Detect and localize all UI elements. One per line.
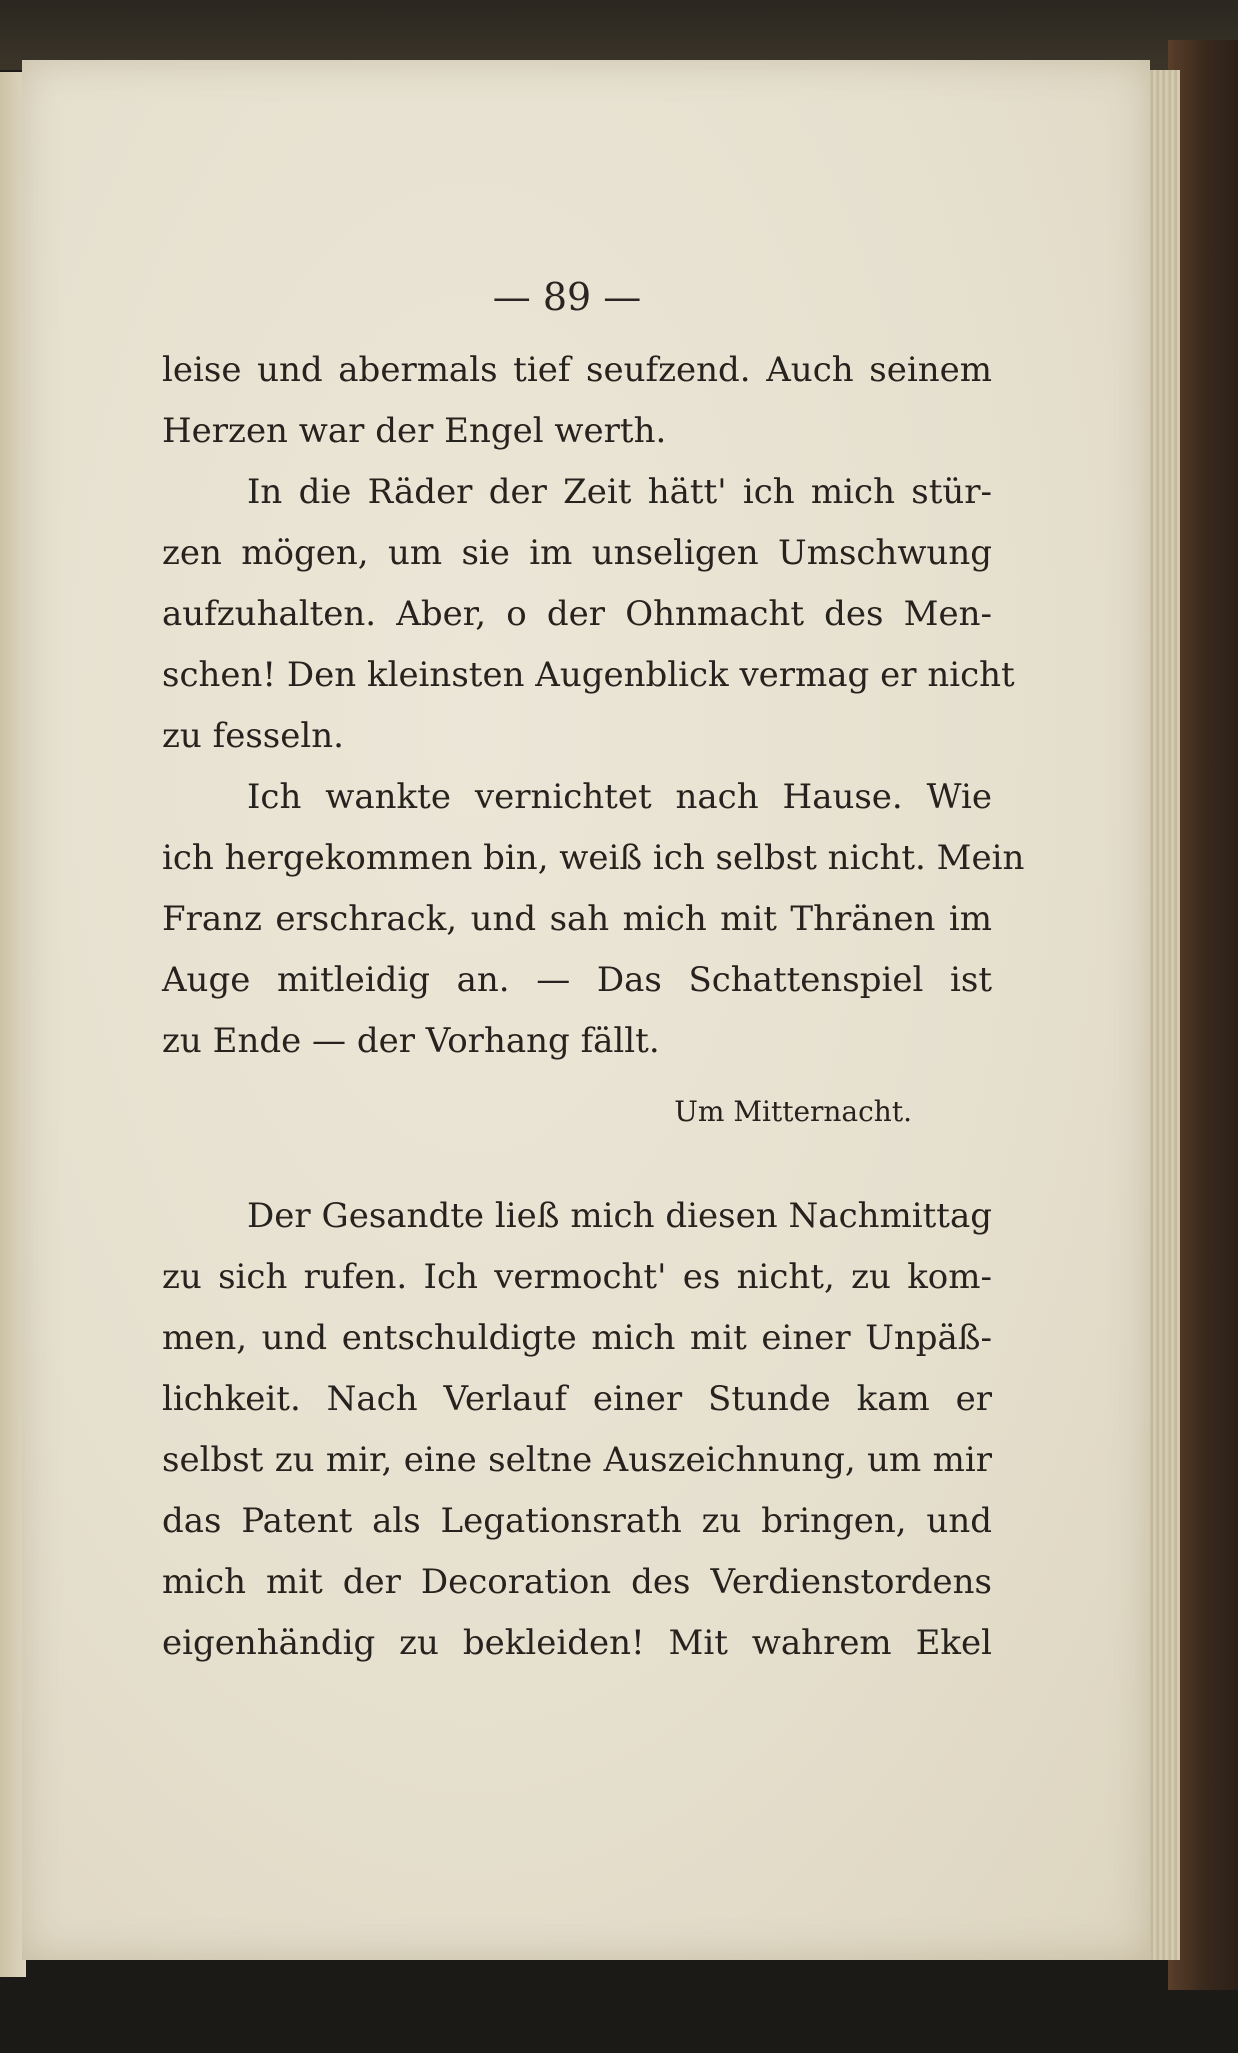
- text-line: eigenhändig zu bekleiden! Mit wahrem Ekel: [162, 1623, 992, 1663]
- text-line: aufzuhalten. Aber, o der Ohnmacht des Men-: [162, 594, 992, 634]
- page-header: — 89 —: [492, 275, 642, 319]
- text-line: leise und abermals tief seufzend. Auch seinem: [162, 350, 992, 390]
- text-line: lichkeit. Nach Verlauf einer Stunde kam er: [162, 1379, 992, 1419]
- text-line: schen! Den kleinsten Augenblick vermag er nicht: [162, 655, 1015, 695]
- text-line: Herzen war der Engel werth.: [162, 411, 667, 451]
- text-line: selbst zu mir, eine seltne Auszeichnung, um mir: [162, 1440, 992, 1480]
- text-line: Ich wankte vernichtet nach Hause. Wie: [247, 777, 992, 817]
- text-line: mich mit der Decoration des Verdienstordens: [162, 1562, 992, 1602]
- section-gap: [162, 1152, 992, 1186]
- text-line: In die Räder der Zeit hätt' ich mich stür-: [247, 472, 992, 512]
- text-line: zu fesseln.: [162, 716, 344, 756]
- text-line: Auge mitleidig an. — Das Schattenspiel ist: [162, 960, 992, 1000]
- text-line: men, und entschuldigte mich mit einer Unpäß-: [162, 1318, 992, 1358]
- book-page: [22, 60, 1150, 1960]
- text-line: zu sich rufen. Ich vermocht' es nicht, zu kom-: [162, 1257, 992, 1297]
- text-line: zen mögen, um sie im unseligen Umschwung: [162, 533, 992, 573]
- text-line: das Patent als Legationsrath zu bringen, und: [162, 1501, 992, 1541]
- dateline: Um Mitternacht.: [674, 1095, 912, 1128]
- text-line: zu Ende — der Vorhang fällt.: [162, 1021, 660, 1061]
- text-line: Franz erschrack, und sah mich mit Thränen im: [162, 899, 992, 939]
- text-line: ich hergekommen bin, weiß ich selbst nicht. Mein: [162, 838, 1025, 878]
- page-text: [162, 340, 1025, 1674]
- text-line: Der Gesandte ließ mich diesen Nachmittag: [247, 1196, 992, 1236]
